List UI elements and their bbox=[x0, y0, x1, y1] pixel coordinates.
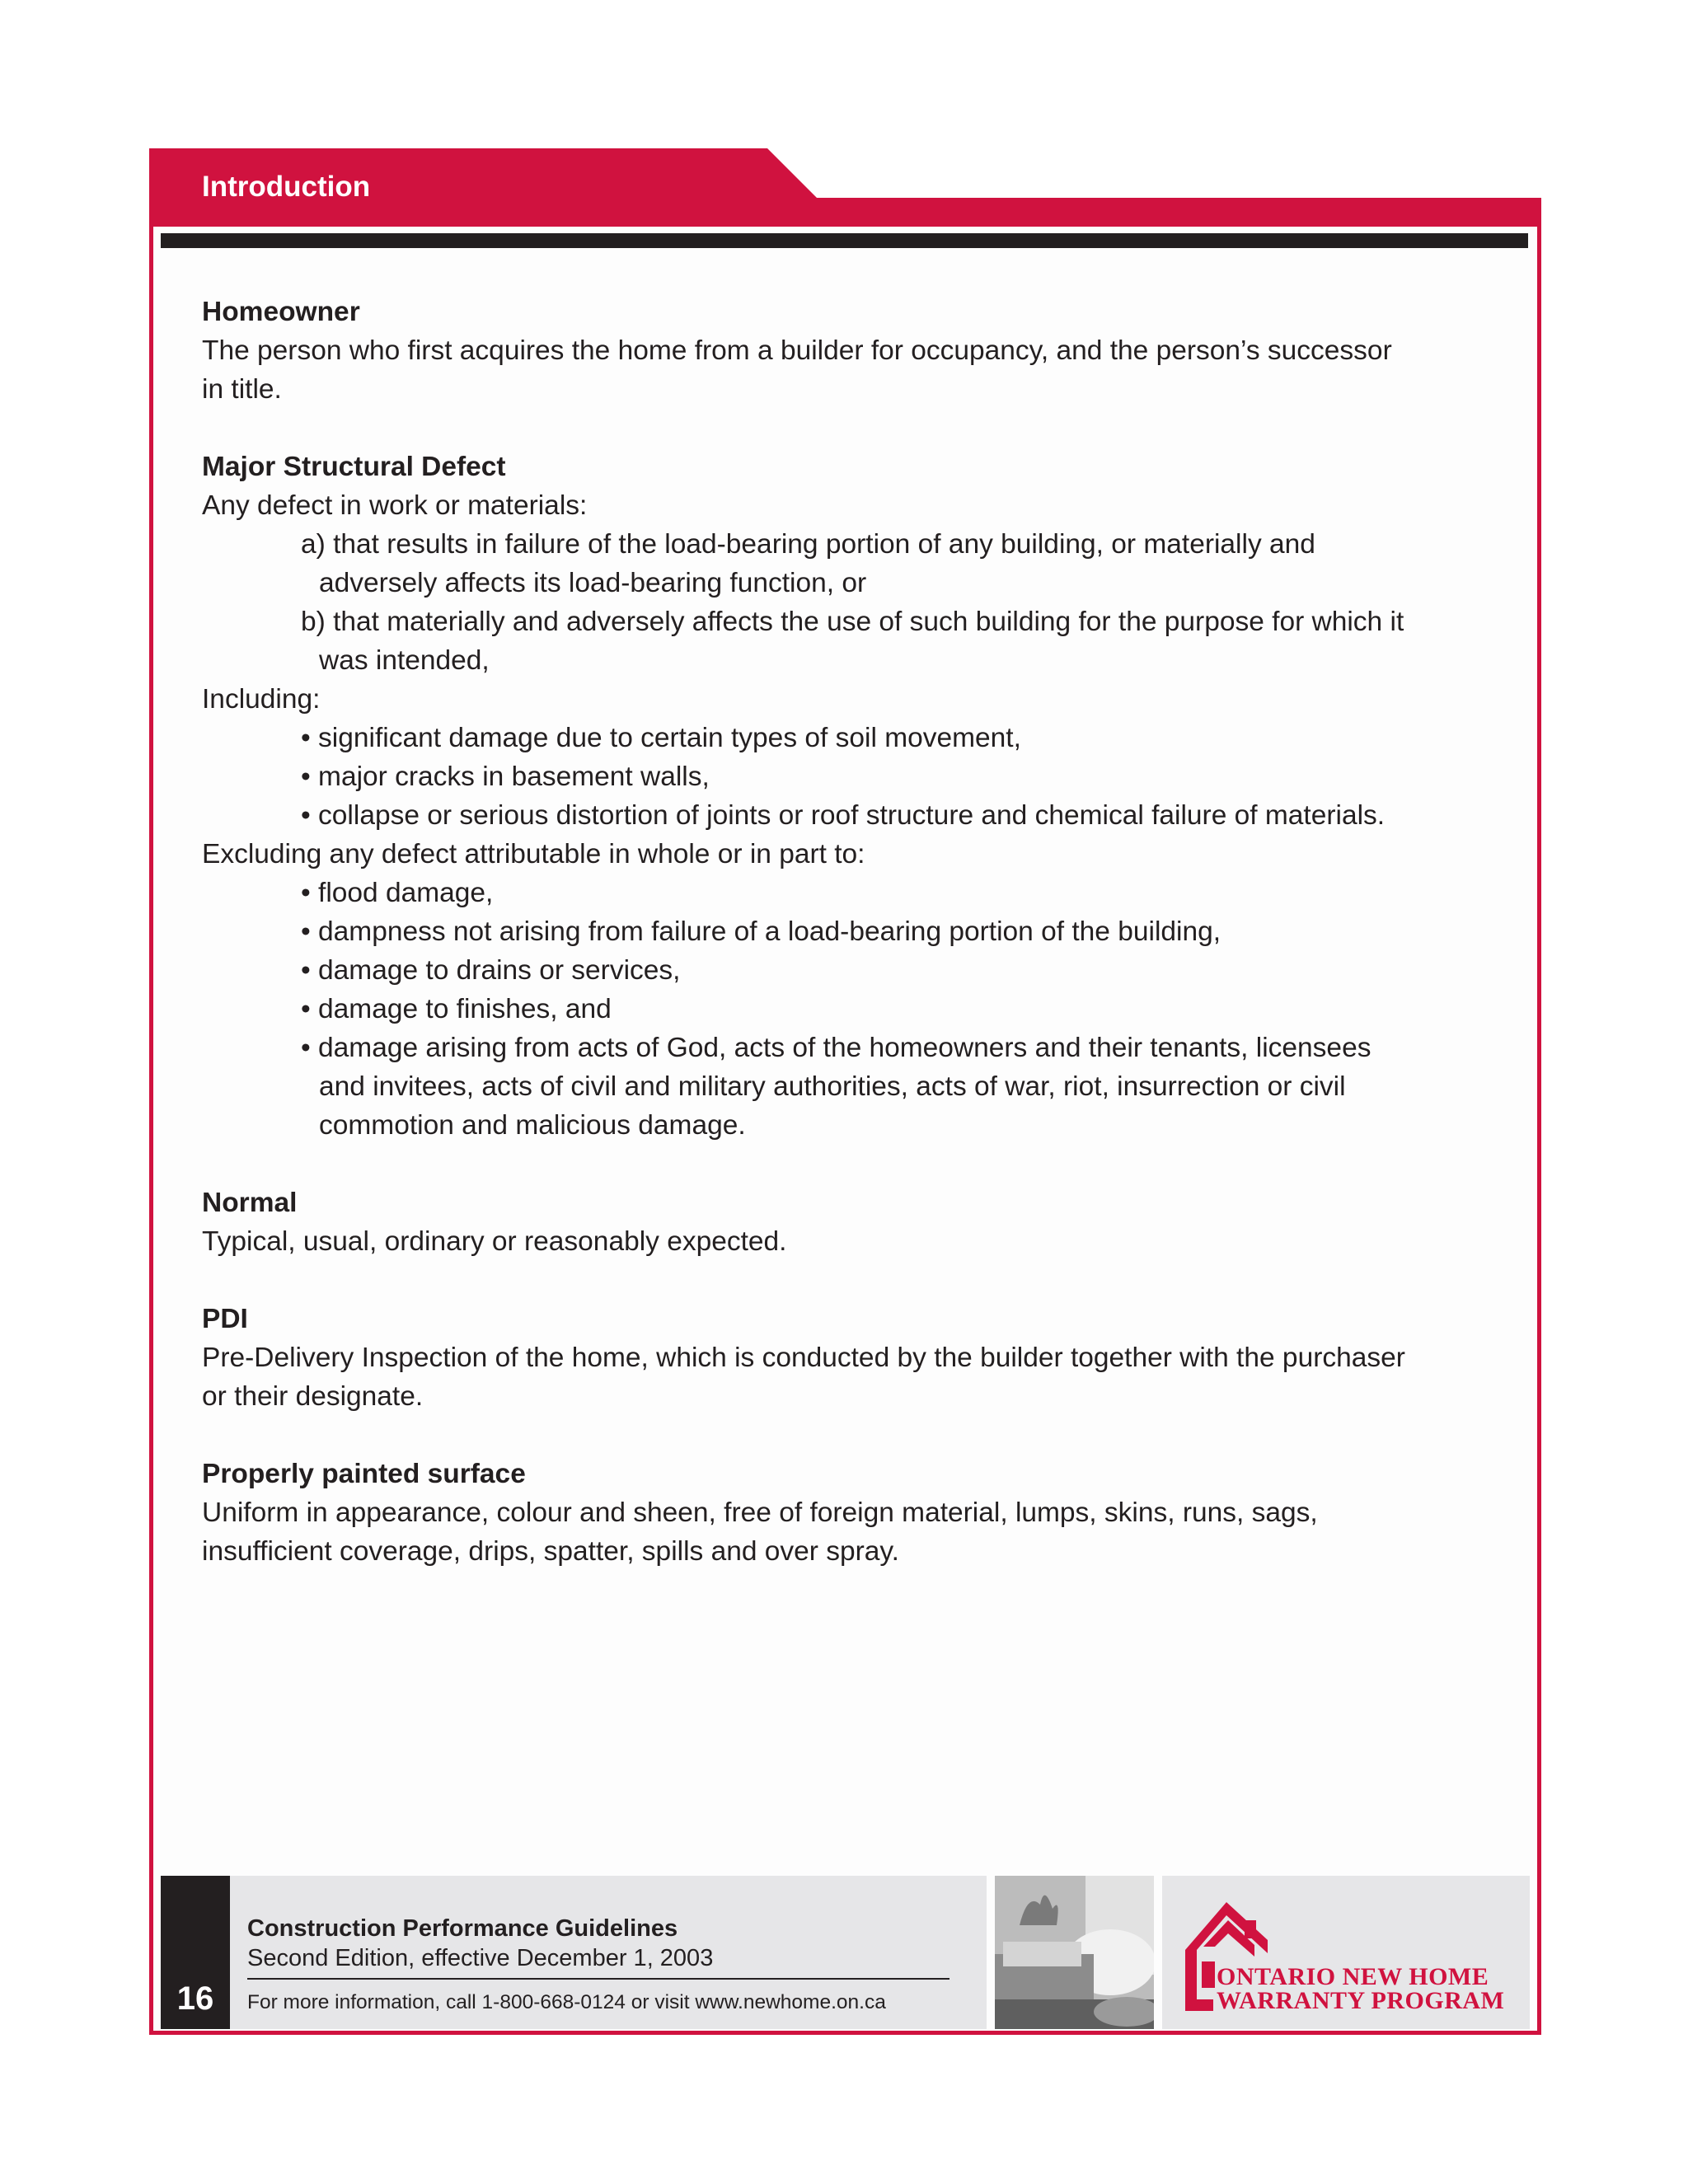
definition-text: Any defect in work or materials: bbox=[202, 490, 588, 521]
list-item-b-cont: was intended, bbox=[319, 645, 490, 676]
interior-photo-image bbox=[995, 1876, 1154, 2029]
definition-text: in title. bbox=[202, 374, 282, 405]
warranty-program-logo bbox=[1162, 1876, 1530, 2029]
bullet-text: damage to finishes, and bbox=[318, 994, 612, 1024]
page-number: 16 bbox=[176, 1980, 214, 2017]
definition-text: insufficient coverage, drips, spatter, spills and over spray. bbox=[202, 1536, 899, 1567]
bullet-text: flood damage, bbox=[318, 878, 494, 908]
bullet-text: damage arising from acts of God, acts of the homeowners and their tenants, licensees bbox=[318, 1033, 1372, 1063]
section-tab bbox=[149, 148, 1541, 227]
definition-text: or their designate. bbox=[202, 1381, 424, 1412]
term-major-structural-defect: Major Structural Defect bbox=[202, 452, 506, 482]
section-title: Introduction bbox=[202, 171, 371, 203]
logo-text-line2: WARRANTY PROGRAM bbox=[1217, 1987, 1505, 2014]
bullet-item: • damage to finishes, and bbox=[301, 994, 612, 1024]
header-divider-bar bbox=[161, 233, 1528, 248]
bullet-text: damage to drains or services, bbox=[318, 955, 681, 986]
definition-text: The person who first acquires the home from a builder for occupancy, and the person’s successor bbox=[202, 335, 1392, 366]
list-item-a: a) that results in failure of the load-bearing portion of any building, or materially and bbox=[301, 529, 1315, 560]
bullet-item: • significant damage due to certain types of soil movement, bbox=[301, 723, 1021, 753]
definition-text: Uniform in appearance, colour and sheen, free of foreign material, lumps, skins, runs, sags, bbox=[202, 1497, 1318, 1528]
bullet-item: • major cracks in basement walls, bbox=[301, 762, 710, 792]
footer-edition: Second Edition, effective December 1, 2003 bbox=[247, 1945, 714, 1971]
bullet-text: significant damage due to certain types of soil movement, bbox=[318, 723, 1021, 753]
including-label: Including: bbox=[202, 684, 321, 715]
bullet-item: • damage arising from acts of God, acts of the homeowners and their tenants, licensees bbox=[301, 1033, 1372, 1063]
bullet-text: dampness not arising from failure of a load-bearing portion of the building, bbox=[318, 916, 1221, 947]
definition-text: Pre-Delivery Inspection of the home, which is conducted by the builder together with the purchaser bbox=[202, 1343, 1405, 1373]
interior-photo bbox=[995, 1876, 1154, 2029]
list-item-a-cont: adversely affects its load-bearing function, or bbox=[319, 568, 867, 598]
term-pdi: PDI bbox=[202, 1304, 248, 1334]
bullet-item: • flood damage, bbox=[301, 878, 494, 908]
term-normal: Normal bbox=[202, 1188, 298, 1218]
bullet-item-cont: commotion and malicious damage. bbox=[319, 1110, 746, 1141]
definition-text: Typical, usual, ordinary or reasonably expected. bbox=[202, 1226, 787, 1257]
excluding-label: Excluding any defect attributable in whole or in part to: bbox=[202, 839, 865, 869]
bullet-item: • dampness not arising from failure of a load-bearing portion of the building, bbox=[301, 916, 1221, 947]
footer-title: Construction Performance Guidelines bbox=[247, 1915, 678, 1942]
page-footer bbox=[161, 1876, 1530, 2029]
bullet-item-cont: and invitees, acts of civil and military authorities, acts of war, riot, insurrection or civil bbox=[319, 1071, 1346, 1102]
bullet-item: • collapse or serious distortion of joints or roof structure and chemical failure of materials. bbox=[301, 800, 1386, 831]
bullet-item: • damage to drains or services, bbox=[301, 955, 681, 986]
logo-text-line1: ONTARIO NEW HOME bbox=[1217, 1963, 1489, 1990]
footer-contact-info: For more information, call 1-800-668-0124 or visit www.newhome.on.ca bbox=[247, 1991, 886, 2013]
bullet-text: collapse or serious distortion of joints or roof structure and chemical failure of materials. bbox=[318, 800, 1386, 831]
list-item-b: b) that materially and adversely affects the use of such building for the purpose for which it bbox=[301, 607, 1404, 637]
term-properly-painted-surface: Properly painted surface bbox=[202, 1459, 526, 1489]
footer-divider bbox=[247, 1978, 950, 1980]
term-homeowner: Homeowner bbox=[202, 297, 360, 327]
footer-text-box bbox=[230, 1876, 987, 2029]
definitions-content bbox=[202, 293, 1504, 1571]
bullet-text: major cracks in basement walls, bbox=[318, 762, 710, 792]
page-number-box bbox=[161, 1876, 230, 2029]
